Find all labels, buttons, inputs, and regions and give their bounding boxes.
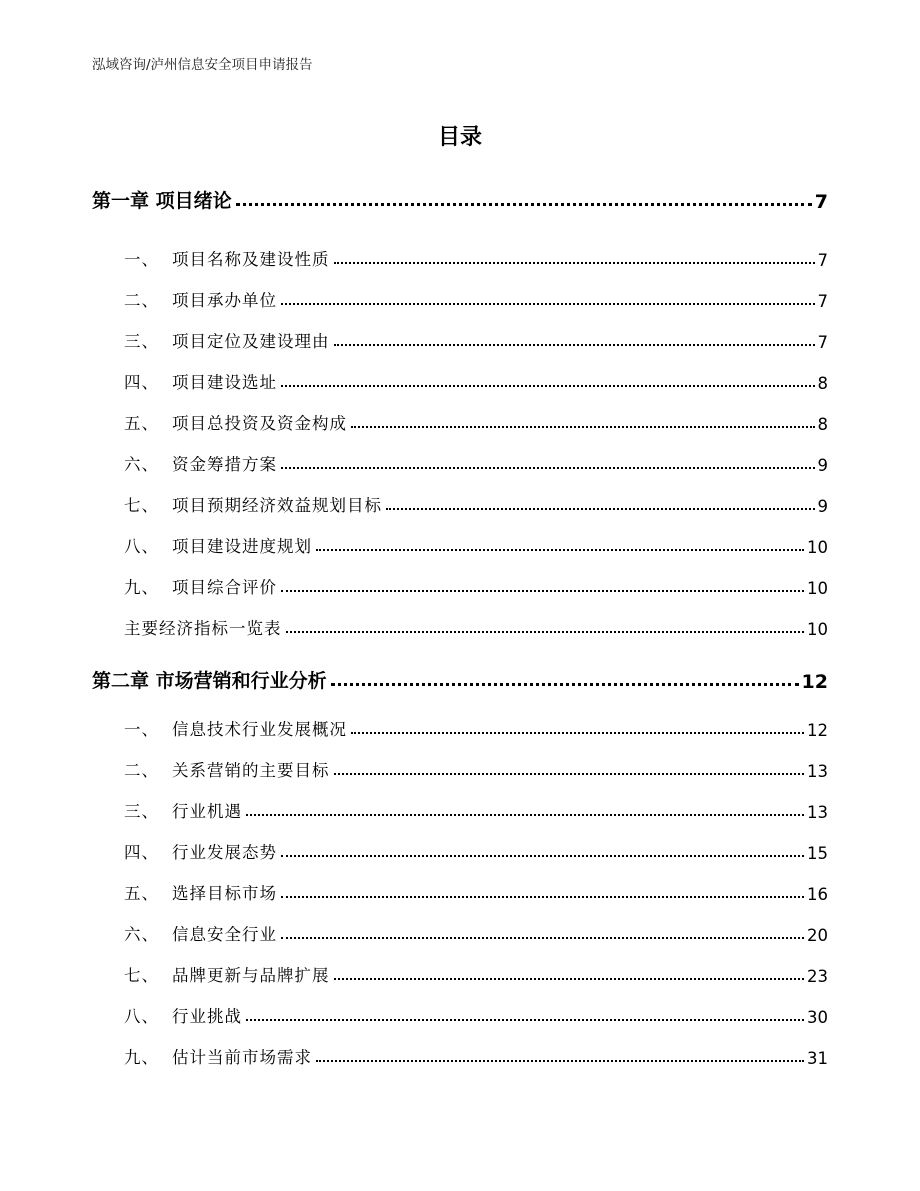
toc-section-number: 一、 xyxy=(124,250,159,269)
toc-section-label: 资金筹措方案 xyxy=(172,455,277,474)
toc-leader xyxy=(281,467,815,469)
toc-section-label: 关系营销的主要目标 xyxy=(172,761,330,780)
toc-section[interactable] xyxy=(92,490,828,516)
toc-leader xyxy=(281,855,804,857)
page-header: 泓域咨询/泸州信息安全项目申请报告 xyxy=(92,57,313,73)
toc-leader xyxy=(331,683,799,686)
toc-section[interactable] xyxy=(92,572,828,598)
toc-section[interactable] xyxy=(92,755,828,781)
toc-section-label: 项目定位及建设理由 xyxy=(172,332,330,351)
toc-section-number: 六、 xyxy=(124,925,159,944)
toc-page-number: 20 xyxy=(807,926,828,945)
toc-leader xyxy=(281,896,804,898)
toc-section-number: 四、 xyxy=(124,373,159,392)
toc-leader xyxy=(334,978,805,980)
toc-section[interactable] xyxy=(92,796,828,822)
toc-leader xyxy=(246,814,804,816)
toc-page-number: 7 xyxy=(817,251,828,270)
toc-leader xyxy=(351,732,804,734)
toc-page-number: 10 xyxy=(807,579,828,598)
toc-section-label: 项目名称及建设性质 xyxy=(172,250,330,269)
toc-section-number: 八、 xyxy=(124,537,159,556)
toc-page-number: 9 xyxy=(817,497,828,516)
toc-chapter-1[interactable] xyxy=(92,183,828,213)
page-title: 目录 xyxy=(437,125,482,150)
toc-leader xyxy=(351,426,815,428)
toc-section[interactable] xyxy=(92,1042,828,1068)
toc-page-number: 7 xyxy=(817,333,828,352)
toc-page-number: 15 xyxy=(807,844,828,863)
toc-section[interactable] xyxy=(92,714,828,740)
toc-chapter-number: 第一章 xyxy=(92,190,150,212)
toc-section-label: 行业机遇 xyxy=(172,802,242,821)
toc-chapter-number: 第二章 xyxy=(92,670,150,692)
toc-page-number: 12 xyxy=(801,671,828,693)
toc-section-number: 三、 xyxy=(124,802,159,821)
toc-section-number: 五、 xyxy=(124,414,159,433)
toc-section-label: 行业挑战 xyxy=(172,1007,242,1026)
toc-page-number: 7 xyxy=(814,191,828,213)
toc-section-number: 六、 xyxy=(124,455,159,474)
toc-page-number: 16 xyxy=(807,885,828,904)
toc-section-label: 选择目标市场 xyxy=(172,884,277,903)
toc-section-label: 主要经济指标一览表 xyxy=(124,619,282,638)
toc-section[interactable] xyxy=(92,408,828,434)
toc-section[interactable] xyxy=(92,837,828,863)
toc-leader xyxy=(334,773,805,775)
toc-section-number: 一、 xyxy=(124,720,159,739)
toc-leader xyxy=(281,303,815,305)
toc-chapter-2[interactable] xyxy=(92,663,828,693)
toc-page-number: 7 xyxy=(817,292,828,311)
toc-section-number: 二、 xyxy=(124,291,159,310)
toc-section-number: 五、 xyxy=(124,884,159,903)
toc-leader xyxy=(316,549,804,551)
toc-section[interactable] xyxy=(92,960,828,986)
toc-section-number: 二、 xyxy=(124,761,159,780)
toc-section-number: 四、 xyxy=(124,843,159,862)
toc-section-label: 项目承办单位 xyxy=(172,291,277,310)
toc-section-number: 七、 xyxy=(124,966,159,985)
toc-section[interactable] xyxy=(92,367,828,393)
toc-section[interactable] xyxy=(92,531,828,557)
toc-section[interactable] xyxy=(92,326,828,352)
toc-chapter-label: 项目绪论 xyxy=(155,190,232,212)
toc-section-label: 品牌更新与品牌扩展 xyxy=(172,966,330,985)
toc-leader xyxy=(246,1019,804,1021)
toc-section-label: 行业发展态势 xyxy=(172,843,277,862)
toc-section-label: 项目建设进度规划 xyxy=(172,537,312,556)
toc-page-number: 8 xyxy=(817,415,828,434)
toc-leader xyxy=(236,203,812,206)
toc-leader xyxy=(281,385,815,387)
toc-section[interactable] xyxy=(92,449,828,475)
toc-section-label: 估计当前市场需求 xyxy=(172,1048,312,1067)
toc-section-number: 八、 xyxy=(124,1007,159,1026)
toc-section-label: 信息技术行业发展概况 xyxy=(172,720,347,739)
toc-section-number: 三、 xyxy=(124,332,159,351)
toc-page-number: 23 xyxy=(807,967,828,986)
toc-section-number: 九、 xyxy=(124,578,159,597)
toc-page-number: 10 xyxy=(807,538,828,557)
toc-section-label: 信息安全行业 xyxy=(172,925,277,944)
toc-section[interactable] xyxy=(92,1001,828,1027)
toc-page-number: 31 xyxy=(807,1049,828,1068)
toc-section[interactable] xyxy=(92,919,828,945)
toc-leader xyxy=(334,262,815,264)
toc-section[interactable] xyxy=(92,878,828,904)
toc-page-number: 13 xyxy=(807,803,828,822)
toc-section[interactable] xyxy=(92,285,828,311)
toc-section[interactable] xyxy=(92,613,828,639)
toc-page-number: 13 xyxy=(807,762,828,781)
toc-chapter-label: 市场营销和行业分析 xyxy=(155,670,327,692)
toc-page-number: 30 xyxy=(807,1008,828,1027)
toc-section-number: 七、 xyxy=(124,496,159,515)
toc-section-number: 九、 xyxy=(124,1048,159,1067)
toc-page-number: 8 xyxy=(817,374,828,393)
toc-leader xyxy=(286,631,805,633)
toc-section[interactable] xyxy=(92,244,828,270)
toc-section-label: 项目预期经济效益规划目标 xyxy=(172,496,382,515)
toc-page-number: 12 xyxy=(807,721,828,740)
toc-leader xyxy=(281,590,804,592)
toc-page-number: 9 xyxy=(817,456,828,475)
toc-leader xyxy=(281,937,804,939)
toc-section-label: 项目总投资及资金构成 xyxy=(172,414,347,433)
toc-section-label: 项目综合评价 xyxy=(172,578,277,597)
toc-leader xyxy=(386,508,815,510)
toc-leader xyxy=(316,1060,804,1062)
toc-section-label: 项目建设选址 xyxy=(172,373,277,392)
toc-leader xyxy=(334,344,815,346)
toc-page-number: 10 xyxy=(807,620,828,639)
